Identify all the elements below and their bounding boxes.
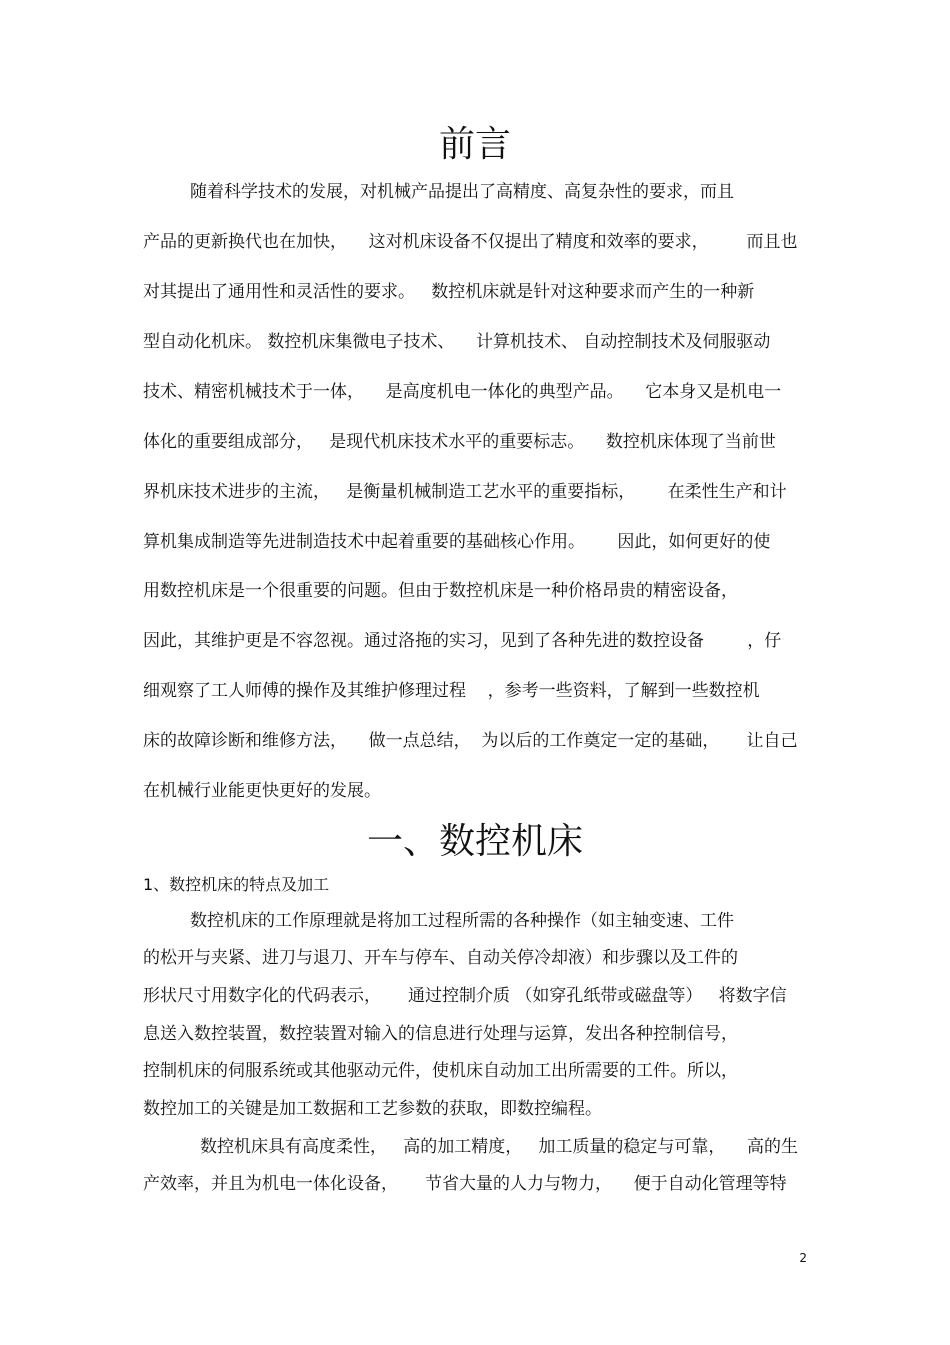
preface-line: 因此，其维护更是不容忽视。通过洛拖的实习，见到了各种先进的数控设备 ，仔: [143, 631, 782, 651]
preface-line: 在机械行业能更快更好的发展。: [143, 781, 381, 801]
page-number: 2: [799, 1251, 807, 1265]
preface-line: 用数控机床是一个很重要的问题。但由于数控机床是一种价格昂贵的精密设备，: [143, 581, 738, 601]
preface-line: 界机床技术进步的主流， 是衡量机械制造工艺水平的重要指标， 在柔性生产和计: [143, 482, 787, 502]
section-heading: 1、数控机床的特点及加工: [143, 875, 330, 894]
preface-line: 体化的重要组成部分， 是现代机床技术水平的重要标志。 数控机床体现了当前世: [143, 432, 776, 452]
preface-line: 对其提出了通用性和灵活性的要求。 数控机床就是针对这种要求而产生的一种新: [143, 282, 755, 302]
body-line: 的松开与夹紧、进刀与退刀、开车与停车、自动关停冷却液）和步骤以及工件的: [143, 948, 738, 968]
body-line: 数控机床具有高度柔性， 高的加工精度， 加工质量的稳定与可靠， 高的生: [200, 1137, 799, 1157]
body-line: 数控机床的工作原理就是将加工过程所需的各种操作（如主轴变速、工件: [190, 911, 734, 931]
body-line: 形状尺寸用数字化的代码表示， 通过控制介质 （如穿孔纸带或磁盘等） 将数字信: [143, 986, 787, 1006]
body-line: 产效率，并且为机电一体化设备， 节省大量的人力与物力， 便于自动化管理等特: [143, 1174, 787, 1194]
preface-title: 前言: [438, 124, 511, 165]
preface-line: 细观察了工人师傅的操作及其维护修理过程 ，参考一些资料，了解到一些数控机: [143, 681, 760, 701]
preface-line: 产品的更新换代也在加快， 这对机床设备不仅提出了精度和效率的要求， 而且也: [143, 232, 798, 252]
preface-line: 随着科学技术的发展，对机械产品提出了高精度、高复杂性的要求，而且: [190, 182, 734, 202]
preface-line: 型自动化机床。 数控机床集微电子技术、 计算机技术、 自动控制技术及伺服驱动: [143, 332, 771, 352]
chapter-title: 一、数控机床: [366, 821, 583, 862]
body-line: 息送入数控装置，数控装置对输入的信息进行处理与运算，发出各种控制信号，: [143, 1024, 738, 1044]
preface-line: 算机集成制造等先进制造技术中起着重要的基础核心作用。 因此，如何更好的使: [143, 532, 771, 552]
preface-line: 技术、精密机械技术于一体， 是高度机电一体化的典型产品。 它本身又是机电一: [143, 382, 782, 402]
body-line: 数控加工的关键是加工数据和工艺参数的获取，即数控编程。: [143, 1099, 602, 1119]
preface-line: 床的故障诊断和维修方法， 做一点总结， 为以后的工作奠定一定的基础， 让自己: [143, 731, 798, 751]
body-line: 控制机床的伺服系统或其他驱动元件，使机床自动加工出所需要的工件。所以，: [143, 1061, 738, 1081]
